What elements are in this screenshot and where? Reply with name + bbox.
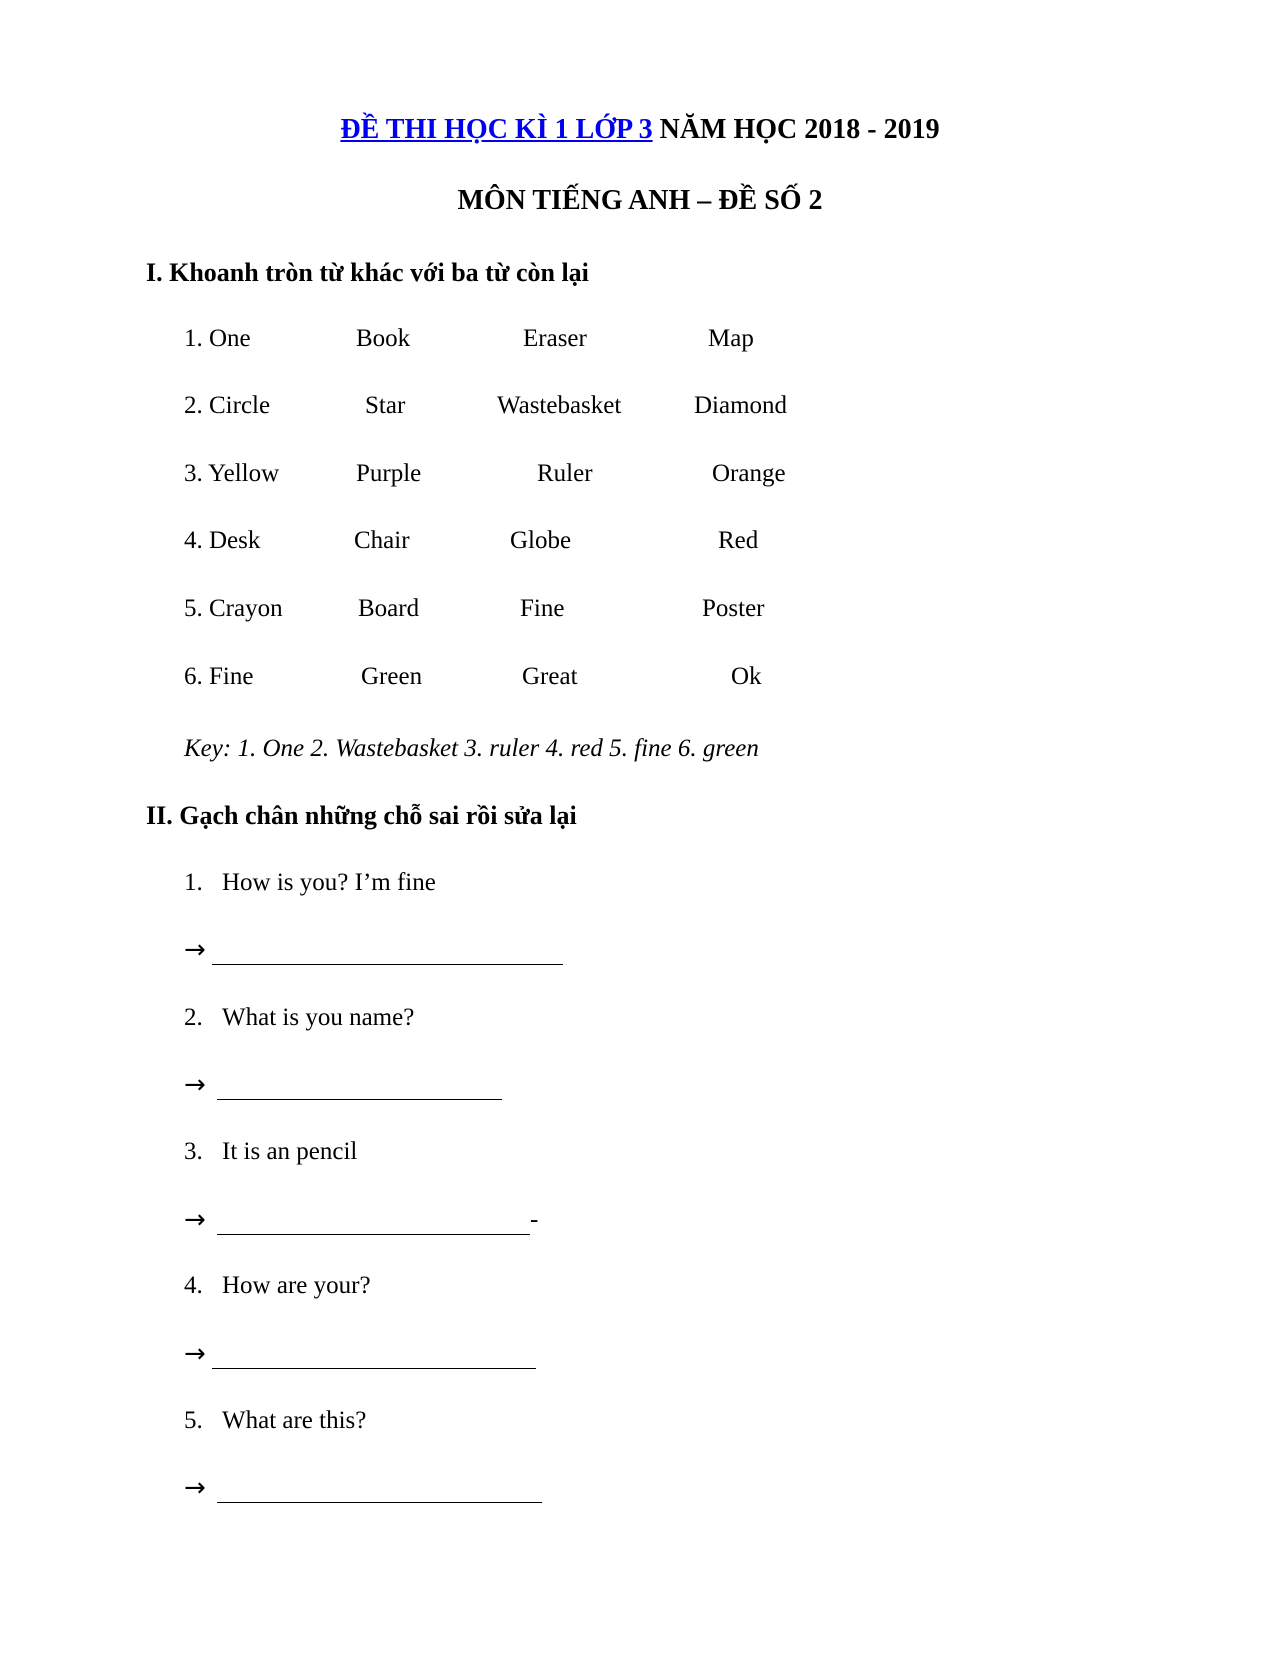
- question-3-number: 3.: [184, 1138, 203, 1165]
- exercise-5-word-3: Fine: [520, 595, 565, 622]
- answer-key: Key: 1. One 2. Wastebasket 3. ruler 4. red 5. fine 6. green: [184, 735, 759, 762]
- question-4-number: 4.: [184, 1272, 203, 1299]
- exercise-1-word-2: Book: [356, 325, 411, 352]
- exercise-6-word-2: Green: [361, 663, 423, 690]
- exercise-2-word-2: Star: [365, 392, 406, 419]
- page-title: [0, 114, 1280, 146]
- exercise-4-word-3: Globe: [510, 527, 572, 554]
- answer-line-4[interactable]: [212, 1368, 536, 1369]
- exercise-1-word-4: Map: [708, 325, 754, 352]
- arrow-icon: →: [184, 1205, 206, 1235]
- exercise-6-word-4: Ok: [731, 663, 762, 690]
- question-2-number: 2.: [184, 1004, 203, 1031]
- question-5-number: 5.: [184, 1407, 203, 1434]
- answer-line-5[interactable]: [217, 1502, 542, 1503]
- arrow-icon: →: [184, 1339, 206, 1369]
- exercise-5-word-4: Poster: [702, 595, 765, 622]
- question-4-text: How are your?: [222, 1272, 371, 1299]
- exercise-3-word-3: Ruler: [537, 460, 593, 487]
- exercise-1-word-3: Eraser: [523, 325, 587, 352]
- question-1-number: 1.: [184, 869, 203, 896]
- page-subtitle: MÔN TIẾNG ANH – ĐỀ SỐ 2: [457, 185, 823, 216]
- trailing-dash: -: [530, 1206, 539, 1233]
- exercise-5-word-1: 5. Crayon: [184, 595, 283, 622]
- section-1-heading: I. Khoanh tròn từ khác với ba từ còn lại: [146, 258, 589, 287]
- exercise-2-word-1: 2. Circle: [184, 392, 271, 419]
- arrow-icon: →: [184, 935, 206, 965]
- question-5-text: What are this?: [222, 1407, 367, 1434]
- title-rest: NĂM HỌC 2018 - 2019: [652, 114, 940, 145]
- section-2-heading: II. Gạch chân những chỗ sai rồi sửa lại: [146, 801, 577, 830]
- exercise-2-word-4: Diamond: [694, 392, 788, 419]
- exercise-4-word-1: 4. Desk: [184, 527, 261, 554]
- exercise-5-word-2: Board: [358, 595, 420, 622]
- exercise-3-word-2: Purple: [356, 460, 422, 487]
- question-1-text: How is you? I’m fine: [222, 869, 436, 896]
- question-2-text: What is you name?: [222, 1004, 415, 1031]
- exercise-3-word-1: 3. Yellow: [184, 460, 280, 487]
- exercise-2-word-3: Wastebasket: [497, 392, 622, 419]
- answer-line-3[interactable]: [217, 1234, 530, 1235]
- exercise-3-word-4: Orange: [712, 460, 786, 487]
- question-3-text: It is an pencil: [222, 1138, 358, 1165]
- answer-line-1[interactable]: [212, 964, 563, 965]
- arrow-icon: →: [184, 1070, 206, 1100]
- exercise-4-word-4: Red: [718, 527, 759, 554]
- exercise-1-word-1: 1. One: [184, 325, 251, 352]
- exercise-4-word-2: Chair: [354, 527, 410, 554]
- exercise-6-word-1: 6. Fine: [184, 663, 254, 690]
- answer-line-2[interactable]: [217, 1099, 502, 1100]
- arrow-icon: →: [184, 1473, 206, 1503]
- exercise-6-word-3: Great: [522, 663, 578, 690]
- title-link[interactable]: ĐỀ THI HỌC KÌ 1 LỚP 3: [340, 114, 653, 145]
